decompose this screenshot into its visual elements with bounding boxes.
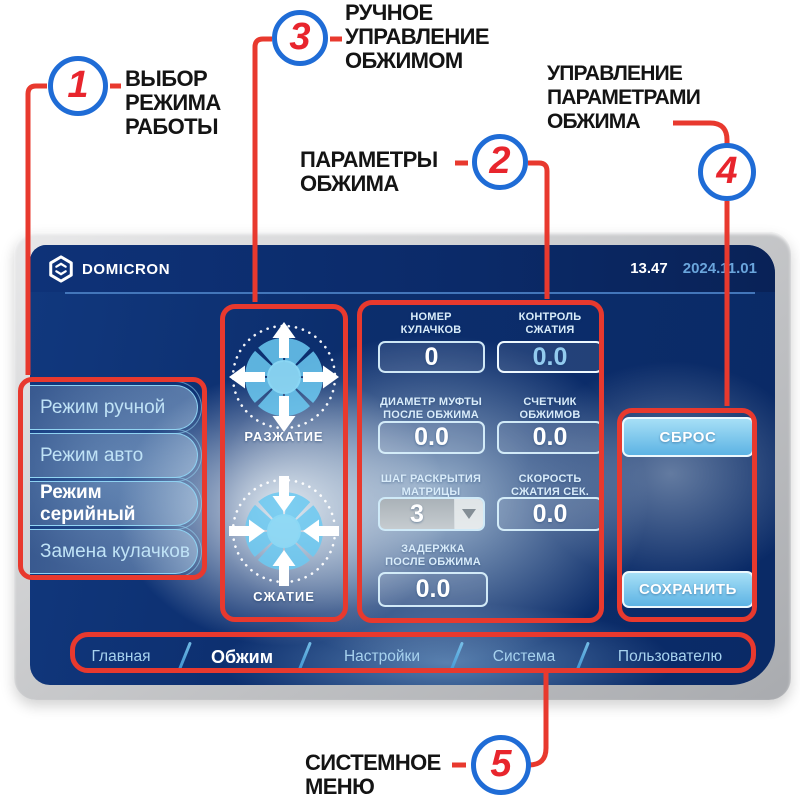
device-bezel xyxy=(14,232,791,700)
callout-label-2: ПАРАМЕТРЫ ОБЖИМА xyxy=(300,147,438,196)
callout-circle-3: 3 xyxy=(272,10,328,66)
param-label-matrix-step: ШАГ РАСКРЫТИЯ МАТРИЦЫ xyxy=(380,473,482,498)
tab-home[interactable]: Главная xyxy=(91,648,151,665)
tab-crimp[interactable]: Обжим xyxy=(210,647,274,667)
callout-label-1: ВЫБОР РЕЖИМА РАБОТЫ xyxy=(125,66,221,139)
param-label-crimp-counter: СЧЕТЧИК ОБЖИМОВ xyxy=(519,396,581,421)
param-field-compression-speed[interactable]: 0.0 xyxy=(497,497,603,531)
tab-user[interactable]: Пользователю xyxy=(617,648,723,665)
param-label-compression-speed: СКОРОСТЬ СЖАТИЯ СЕК. xyxy=(510,473,590,498)
param-field-compression-control[interactable]: 0.0 xyxy=(497,341,603,373)
callout-circle-4: 4 xyxy=(698,143,756,201)
mode-button-label: Замена кулачков xyxy=(40,540,190,562)
save-button-label: СОХРАНИТЬ xyxy=(638,581,738,598)
mode-button-auto[interactable] xyxy=(30,433,198,478)
callout-label-4: УПРАВЛЕНИЕ ПАРАМЕТРАМИ ОБЖИМА xyxy=(547,62,701,133)
mode-button-manual[interactable] xyxy=(30,385,198,430)
mode-button-label: Режим авто xyxy=(40,444,144,466)
date-display: 2024.11.01 xyxy=(682,260,757,277)
param-dropdown-matrix-step[interactable] xyxy=(378,497,485,531)
reset-button[interactable] xyxy=(622,417,754,457)
dropdown-button[interactable] xyxy=(454,499,483,529)
param-field-sleeve-diameter[interactable]: 0.0 xyxy=(378,421,485,454)
expand-label: РАЗЖАТИЕ xyxy=(244,429,324,444)
param-label-sleeve-diameter: ДИАМЕТР МУФТЫ ПОСЛЕ ОБЖИМА xyxy=(380,396,482,421)
param-field-delay-after-crimp[interactable]: 0.0 xyxy=(378,572,488,607)
callout-circle-2: 2 xyxy=(472,134,528,190)
compress-label: СЖАТИЕ xyxy=(253,589,315,604)
save-button[interactable] xyxy=(622,571,754,608)
time-display: 13.47 xyxy=(630,260,668,277)
callout-label-5: СИСТЕМНОЕ МЕНЮ xyxy=(305,750,441,799)
touchscreen xyxy=(30,245,775,685)
mode-button-label: Режим серийный xyxy=(40,481,136,525)
tab-divider xyxy=(177,642,192,673)
callout-circle-1: 1 xyxy=(48,56,108,116)
brand-name: DOMICRON xyxy=(82,260,171,278)
tab-settings[interactable]: Настройки xyxy=(343,648,421,665)
callout-label-3: РУЧНОЕ УПРАВЛЕНИЕ ОБЖИМОМ xyxy=(345,0,489,73)
mode-button-cam-change[interactable] xyxy=(30,529,198,574)
compress-wheel-icon[interactable] xyxy=(226,473,342,589)
tab-system[interactable]: Система xyxy=(492,648,556,665)
mode-button-serial[interactable] xyxy=(30,481,198,526)
param-label-compression-control: КОНТРОЛЬ СЖАТИЯ xyxy=(518,311,582,336)
domicron-logo-icon xyxy=(47,255,75,283)
dropdown-value: 3 xyxy=(410,499,424,528)
expand-wheel-icon[interactable] xyxy=(226,319,342,435)
tab-divider xyxy=(575,642,590,673)
param-label-cam-number: НОМЕР КУЛАЧКОВ xyxy=(400,311,462,336)
param-label-delay-after-crimp: ЗАДЕРЖКА ПОСЛЕ ОБЖИМА xyxy=(385,543,481,568)
reset-button-label: СБРОС xyxy=(659,428,717,446)
param-field-cam-number[interactable]: 0 xyxy=(378,341,485,373)
brand xyxy=(47,255,170,283)
header-divider xyxy=(65,292,755,294)
tab-divider xyxy=(449,642,464,673)
mode-button-label: Режим ручной xyxy=(40,396,166,418)
param-field-crimp-counter[interactable]: 0.0 xyxy=(497,421,603,454)
tab-divider xyxy=(297,642,312,673)
chevron-down-icon xyxy=(462,509,476,519)
callout-circle-5: 5 xyxy=(471,735,531,795)
